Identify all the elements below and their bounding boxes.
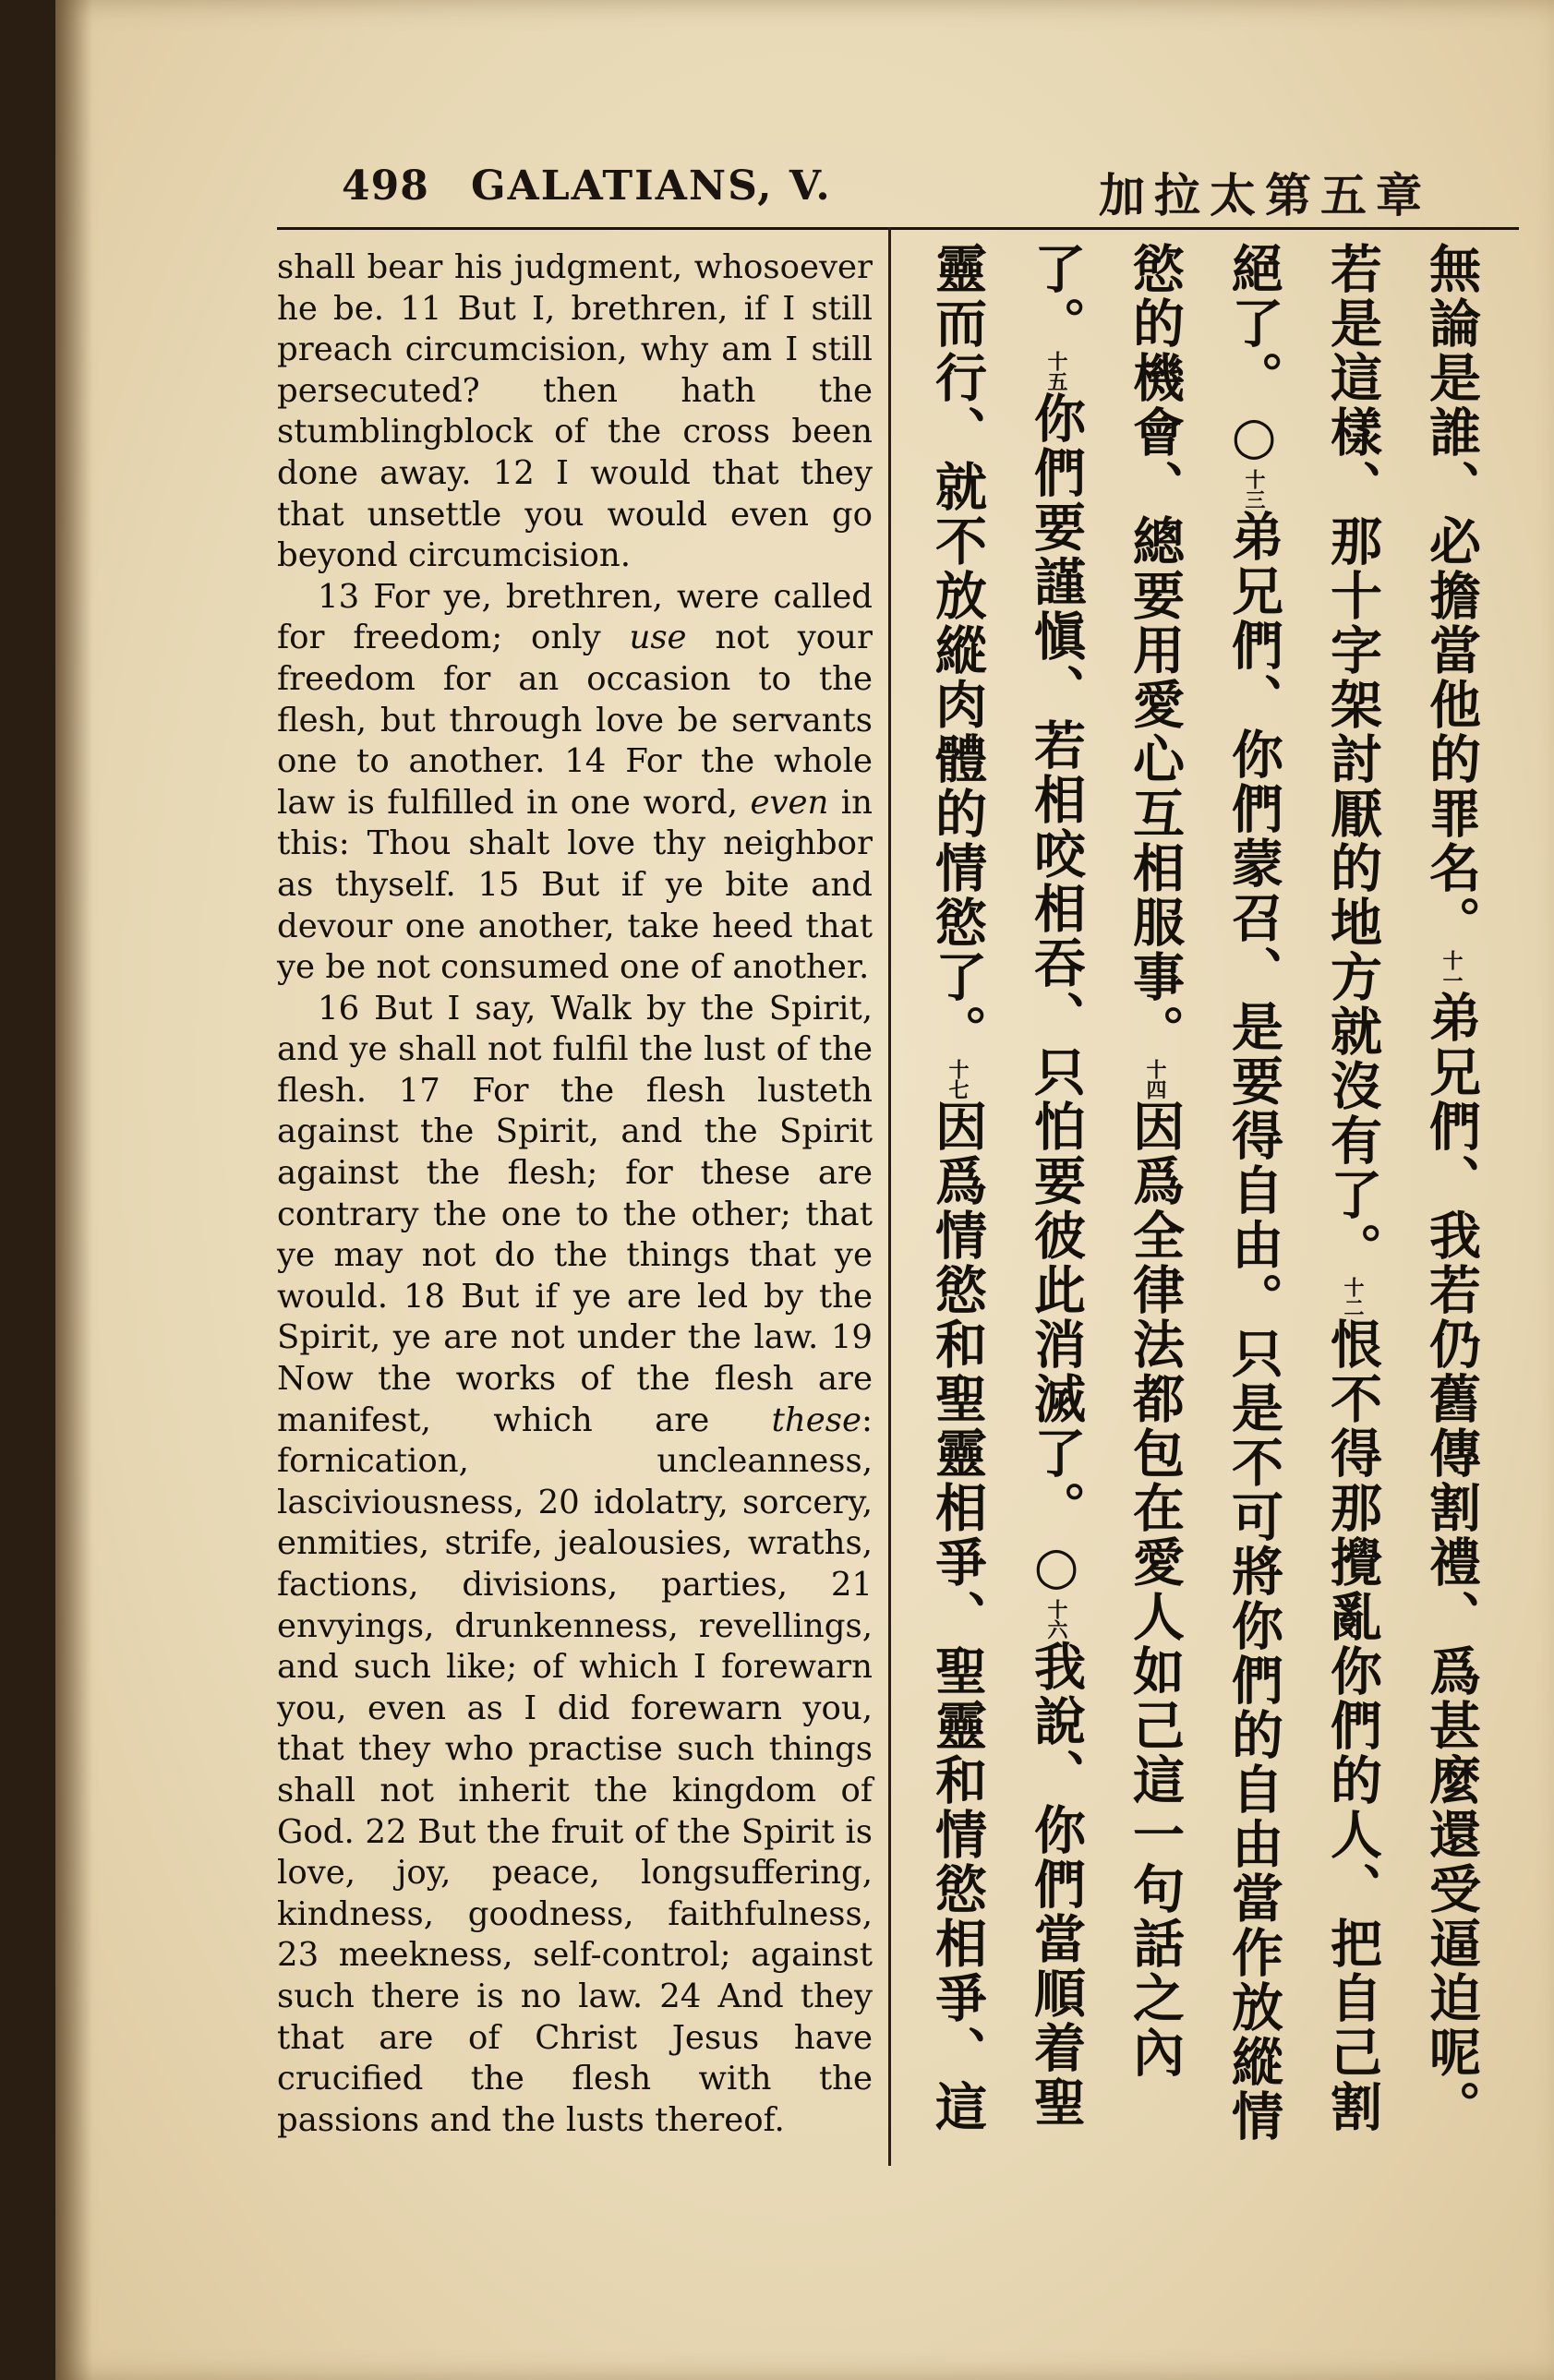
- book-title-chinese: 加拉太第五章: [1099, 168, 1431, 222]
- page-number: 498: [342, 162, 429, 210]
- chinese-column: [910, 242, 1500, 2171]
- verse-number: 十一: [1440, 950, 1464, 991]
- running-header: [286, 159, 1431, 223]
- verse-number: 十五: [1044, 351, 1068, 391]
- book-title-english: GALATIANS, V.: [471, 162, 832, 210]
- english-paragraph-2: 13 For ye, brethren, were called for freedom; only use not your freedom for an occasion to the flesh, but through love be servants one to another. 14 For the whole law is fulfilled in one word, even in this: Thou shalt love thy neighbor as thyself. 15 But if ye bite and devour one another, take heed that ye be not consumed one of another.: [277, 577, 873, 987]
- verse-number: 十二: [1341, 1277, 1365, 1317]
- verse-number: 十六: [1044, 1599, 1068, 1640]
- verse-number: 十四: [1143, 1059, 1167, 1100]
- gutter-shadow: [55, 0, 92, 2380]
- header-rule: [277, 227, 1519, 230]
- verse-number: 十三: [1242, 469, 1266, 510]
- english-paragraph-3: 16 But I say, Walk by the Spirit, and ye shall not fulfil the lust of the flesh. 17 For the flesh lusteth against the Spirit, and the Spirit against the flesh; for these are contrary the one to the other; that ye may not do the things that ye would. 18 But if ye are led by the Spirit, ye are not under the law. 19 Now the works of the flesh are manifest, which are these: fornication, uncleanness, lasciviousness, 20 idolatry, sorcery, enmities, strife, jealousies, wraths, factions, divisions, parties, 21 envyings, drunkenness, revellings, and such like; of which I forewarn you, even as I did forewarn you, that they who practise such things shall not inherit the kingdom of God. 22 But the fruit of the Spirit is love, joy, peace, longsuffering, kindness, goodness, faithfulness, 23 meekness, self-control; against such there is no law. 24 And they that are of Christ Jesus have crucified the flesh with the passions and the lusts thereof.: [277, 989, 873, 2139]
- english-column: [277, 247, 873, 2141]
- verse-number: 十七: [946, 1059, 970, 1100]
- column-divider: [888, 227, 891, 2166]
- english-paragraph-1: shall bear his judgment, whosoever he be. 11 But I, brethren, if I still preach circumcision, why am I still persecuted? then hath the stumblingblock of the cross been done away. 12 I would that they that unsettle you would even go beyond circumcision.: [277, 248, 873, 575]
- chinese-text: 無論是誰、必擔當他的罪名。十一弟兄們、我若仍舊傳割禮、爲甚麼還受逼迫呢。若是這樣、那十字架討厭的地方就沒有了。十二恨不得那攪亂你們的人、把自己割絕了。○十三弟兄們、你們蒙召、是要得自由。只是不可將你們的自由當作放縱情慾的機會、總要用愛心互相服事。十四因爲全律法都包在愛人如己這一句話之內了。十五你們要謹愼、若相咬相吞、只怕要彼此消滅了。○十六我說、你們當順着聖靈而行、就不放縱肉體的情慾了。十七因爲情慾和聖靈相爭、聖靈和情慾相爭、這: [927, 242, 1482, 2144]
